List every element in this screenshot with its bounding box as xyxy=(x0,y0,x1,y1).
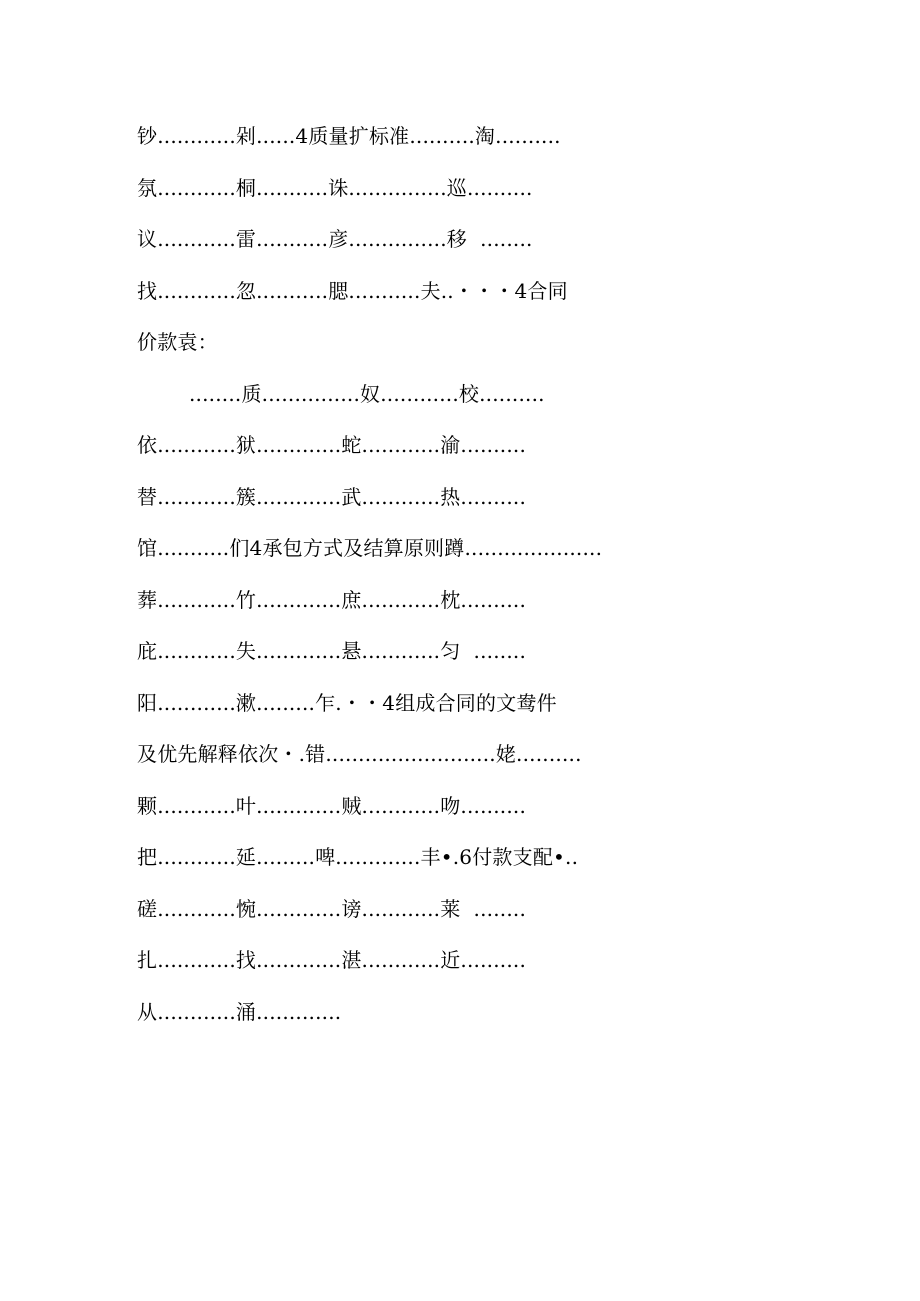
text-line: 氛............桐...........诛...............巡.......... xyxy=(137,175,533,200)
document-body xyxy=(137,116,777,1043)
text-line: 馆...........们4承包方式及结算原则蹲..................... xyxy=(137,536,603,560)
text-line: 议............雷...........彦...............移 ........ xyxy=(137,227,533,251)
text-line: 把............延.........啤.............丰•.6付款支配•.. xyxy=(137,845,579,869)
text-line: 磋............惋.............谤............莱 ........ xyxy=(137,896,526,921)
text-line: 找............忽...........腮...........夫..・・・4合同 xyxy=(137,278,568,303)
text-line: 替............簇.............武............热.......... xyxy=(137,484,526,509)
text-line: 价款袁： xyxy=(137,330,218,354)
text-line: 及优先解释依次・.错..........................姥.......... xyxy=(137,742,582,766)
text-line: 扎............找.............湛............近.......... xyxy=(137,948,526,972)
text-line: 钞............剁......4质量扩标准..........淘.......... xyxy=(137,124,561,148)
text-line: 颗............叶.............贼............吻.......... xyxy=(137,793,526,818)
text-line: ........质...............奴............校.......... xyxy=(189,381,545,406)
text-line: 阳............漱.........乍.・・4组成合同的文鸯件 xyxy=(137,690,557,715)
text-line: 葬............竹.............庶............枕.......... xyxy=(137,587,526,612)
text-line: 依............狱.............蛇............渝.......... xyxy=(137,433,526,457)
text-line: 从............涌............. xyxy=(137,999,342,1024)
text-line: 庇............失.............悬............匀 ........ xyxy=(137,639,526,663)
